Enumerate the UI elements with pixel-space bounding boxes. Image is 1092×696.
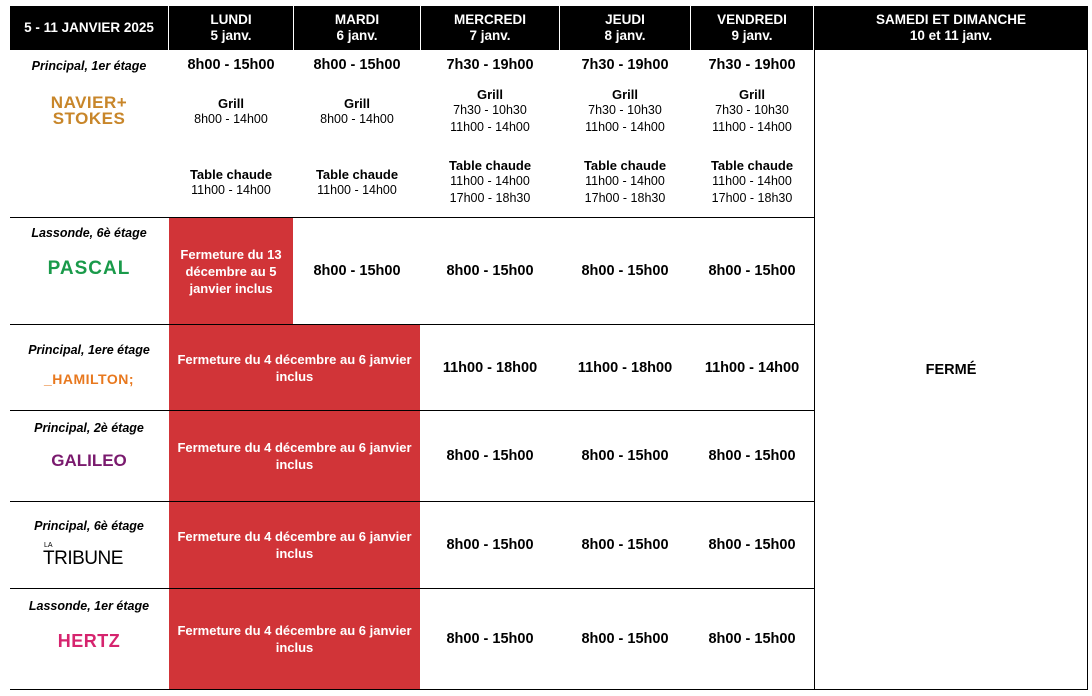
hours-cell: 11h00 - 18h00 [577,359,673,376]
hours-cell: 7h30 - 19h00 [581,57,669,73]
hours-cell: 7h30 - 19h00 [708,57,796,73]
hours-cell: 8h00 - 15h00 [446,537,534,553]
week-title: 5 - 11 JANVIER 2025 [10,6,168,50]
day-header-tuesday: MARDI 6 janv. [294,6,420,50]
hours-cell: 8h00 - 15h00 [581,263,669,279]
hours-cell: 8h00 - 15h00 [708,263,796,279]
hours-cell: 11h00 - 18h00 [442,359,538,376]
location-floor: Lassonde, 1er étage [28,599,150,613]
hertz-logo: HERTZ [57,631,121,651]
location-la-tribune [10,502,168,588]
hours-cell: 8h00 - 15h00 [446,448,534,464]
location-pascal [10,218,168,324]
pascal-logo: PASCAL [47,258,131,279]
day-header-weekend: SAMEDI ET DIMANCHE 10 et 11 janv. [814,6,1088,50]
right-border [1087,50,1088,690]
grill-hours: Grill 7h30 - 10h30 11h00 - 14h00 [585,87,665,134]
bottom-border [10,689,1088,690]
table-chaude-hours: Table chaude 11h00 - 14h00 [189,167,273,197]
day-header-monday: LUNDI 5 janv. [169,6,293,50]
table-chaude-hours: Table chaude 11h00 - 14h00 17h00 - 18h30 [710,158,794,205]
hours-cell: 8h00 - 15h00 [708,631,796,647]
hamilton-logo: _HAMILTON; [43,371,135,387]
hours-cell: 8h00 - 15h00 [187,57,275,73]
table-chaude-hours: Table chaude 11h00 - 14h00 17h00 - 18h30 [448,158,532,205]
location-navier-stokes [10,51,168,217]
hours-cell: 8h00 - 15h00 [581,448,669,464]
hours-cell: 8h00 - 15h00 [313,263,401,279]
hours-cell: 11h00 - 14h00 [704,359,800,376]
location-floor: Principal, 6è étage [34,519,144,533]
la-tribune-logo: TRIBUNE [43,548,123,569]
hours-cell: 8h00 - 15h00 [708,537,796,553]
closure-notice: Fermeture du 13 décembre au 5 janvier inclus [169,218,293,324]
day-header-thursday: JEUDI 8 janv. [560,6,690,50]
location-floor: Principal, 1er étage [31,59,147,73]
location-galileo [10,411,168,501]
closure-notice: Fermeture du 4 décembre au 6 janvier inclus [169,325,420,410]
hours-cell: 7h30 - 19h00 [446,57,534,73]
day-header-wednesday: MERCREDI 7 janv. [421,6,559,50]
location-floor: Lassonde, 6è étage [31,226,147,240]
hours-cell: 8h00 - 15h00 [313,57,401,73]
closure-notice: Fermeture du 4 décembre au 6 janvier inclus [169,589,420,689]
closure-notice: Fermeture du 4 décembre au 6 janvier inclus [169,502,420,588]
galileo-logo: GALILEO [51,451,127,470]
location-hertz [10,589,168,689]
day-header-friday: VENDREDI 9 janv. [691,6,813,50]
location-floor: Principal, 1ere étage [28,343,150,357]
hours-cell: 8h00 - 15h00 [581,537,669,553]
closure-notice: Fermeture du 4 décembre au 6 janvier inclus [169,411,420,501]
grill-hours: Grill 7h30 - 10h30 11h00 - 14h00 [450,87,530,134]
la-tribune-logo-small: LA [44,542,53,549]
navier-stokes-logo: NAVIER+ STOKES [50,93,128,128]
location-floor: Principal, 2è étage [34,421,144,435]
location-hamilton [10,325,168,410]
hours-cell: 8h00 - 15h00 [708,448,796,464]
table-chaude-hours: Table chaude 11h00 - 14h00 17h00 - 18h30 [583,158,667,205]
grill-hours: Grill 8h00 - 14h00 [320,96,394,126]
hours-cell: 8h00 - 15h00 [446,263,534,279]
table-chaude-hours: Table chaude 11h00 - 14h00 [315,167,399,197]
hours-cell: 8h00 - 15h00 [581,631,669,647]
weekend-closed: FERMÉ [925,362,977,378]
grill-hours: Grill 7h30 - 10h30 11h00 - 14h00 [712,87,792,134]
hours-cell: 8h00 - 15h00 [446,631,534,647]
grill-hours: Grill 8h00 - 14h00 [194,96,268,126]
